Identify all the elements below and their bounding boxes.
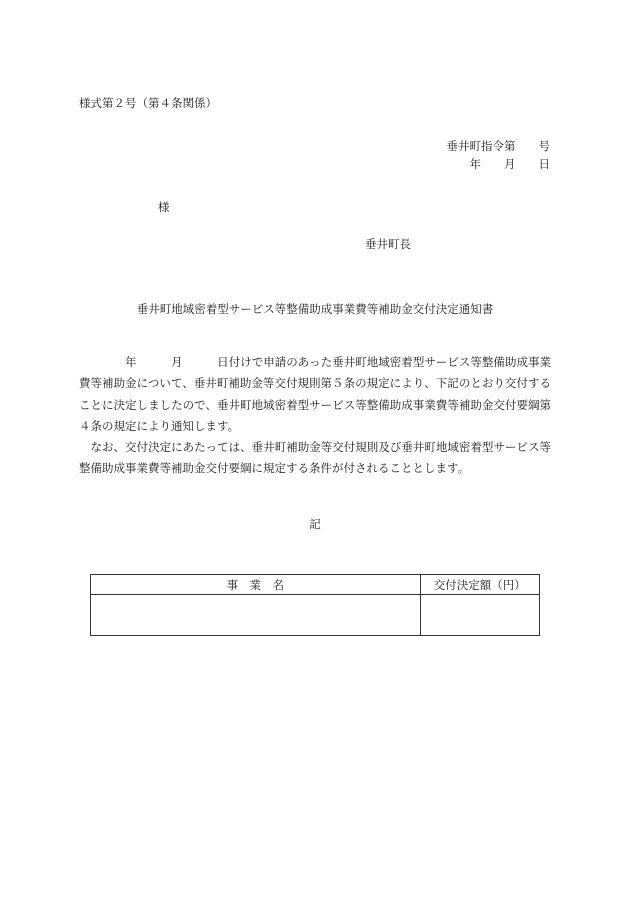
document-title: 垂井町地域密着型サービス等整備助成事業費等補助金交付決定通知書	[136, 302, 494, 316]
column-header-project-name: 事 業 名	[91, 575, 421, 595]
form-number: 様式第２号（第４条関係）	[79, 96, 217, 110]
sender: 垂井町長	[365, 237, 411, 251]
document-number: 垂井町指令第 号	[446, 139, 550, 153]
body-paragraph-2: なお、交付決定にあたっては、垂井町補助金等交付規則及び垂井町地域密着型サービス等整備助成事業費等補助金交付要綱に規定する条件が付されることとします。	[79, 440, 551, 476]
body-paragraph-1: 年 月 日付けで申請のあった垂井町地域密着型サービス等整備助成事業費等補助金について、垂井町補助金等交付規則第５条の規定により、下記のとおり交付することに決定しましたので、垂井町地域密着型サービス等整備助成事業費等補助金交付要綱第４条の規定により通知します。	[79, 355, 551, 433]
cell-amount	[420, 595, 539, 636]
cell-project-name	[91, 595, 421, 636]
document-date: 年 月 日	[469, 157, 550, 171]
table-header-row	[91, 575, 540, 595]
ki-heading: 記	[309, 517, 321, 531]
addressee: 様	[158, 200, 170, 214]
table-row	[91, 595, 540, 636]
detail-table	[90, 574, 540, 636]
column-header-amount: 交付決定額（円）	[420, 575, 539, 595]
